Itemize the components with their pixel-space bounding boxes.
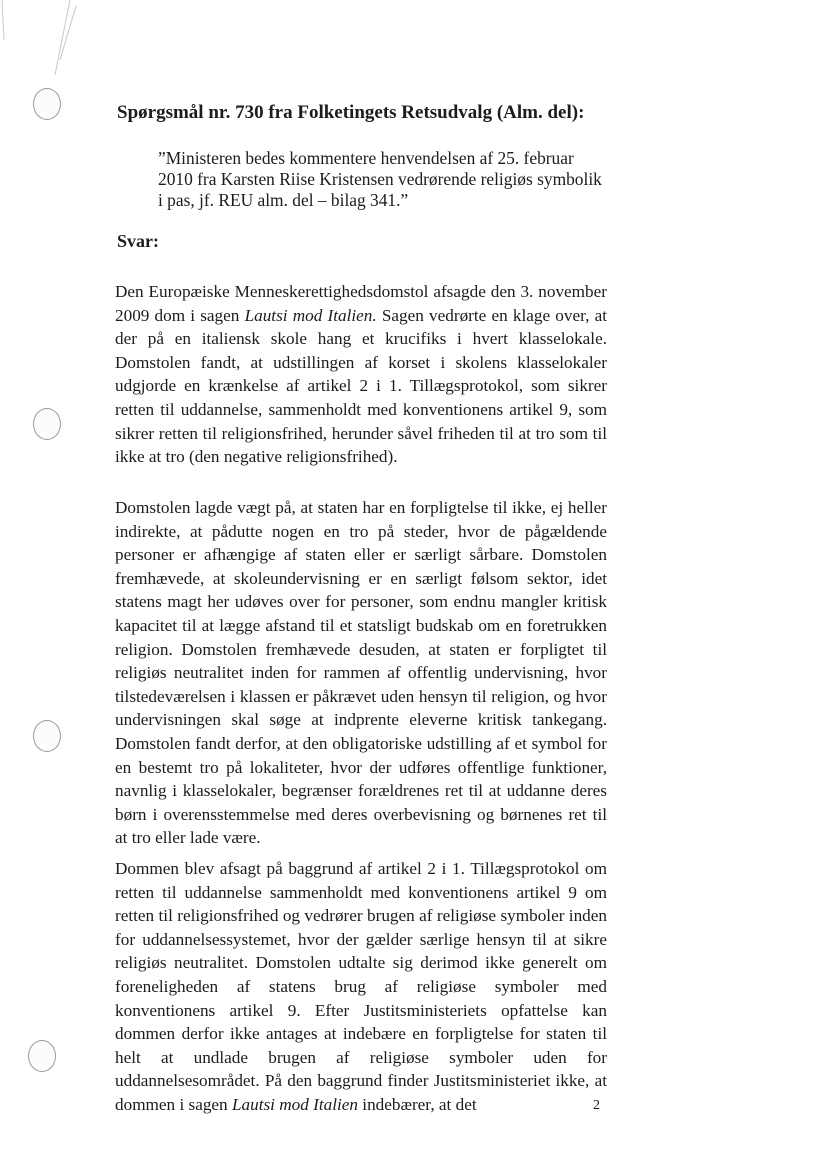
paragraph-3-text: indebærer, at det xyxy=(358,1094,477,1114)
paragraph-1 xyxy=(115,280,607,469)
paragraph-2: Domstolen lagde vægt på, at staten har en forpligtelse til ikke, ej heller indirekte, at pådutte nogen en tro på steder, hvor de pågældende personer er afhængige af staten eller er særligt sårbare. Domstolen fremhævede, at skoleundervisning er en særligt følsom sektor, idet statens magt her udøves over for personer, som endnu mangler kritisk kapacitet til at lægge afstand til et statsligt budskab om en foretrukken religion. Domstolen fremhævede desuden, at staten er forpligtet til religiøs neutralitet inden for rammen af offentlig undervisning, hvor tilstedeværelsen i klassen er påkrævet uden hensyn til religion, og hvor undervisningen skal søge at indprente eleverne kritisk tankegang. Domstolen fandt derfor, at den obligatoriske udstilling af et symbol for en bestemt tro på lokaliteter, hvor der udføres offentlige funktioner, navnlig i klasselokaler, begrænser forældrenes ret til at uddanne deres børn i overensstemmelse med deres overbevisning og børnenes ret til at tro eller lade være. xyxy=(115,498,607,848)
paragraph-1-text: Sagen vedrørte en klage over, at der på en italiensk skole hang et krucifiks i hvert klasselokale. Domstolen fandt, at udstillingen af korset i skolens klasselokaler udgjorde en krænkelse af artikel 2 i 1. Tillægsprotokol, som sikrer retten til uddannelse, sammenholdt med konventionens artikel 9, som sikrer retten til religionsfrihed, herunder såvel friheden til at tro som til ikke at tro (den negative religionsfrihed). xyxy=(115,305,608,467)
paragraph-3-text: Dommen blev afsagt på baggrund af artikel 2 i 1. Tillægsprotokol om retten til uddannelse sammenholdt med konventionens artikel 9 om retten til religionsfrihed og vedrører brugen af religiøse symboler inden for uddannelsessystemet, hvor der gælder særlige hensyn til at sikre religiøs neutralitet. Domstolen udtalte sig derimod ikke generelt om foreneligheden af statens brug af religiøse symboler med konventionens artikel 9. Efter Justitsministeriets opfattelse kan dommen derfor ikke antages at indebære en forpligtelse for staten til helt at undlade brugen af religiøse symboler uden for uddannelsesområdet. På den baggrund finder Justitsministeriet ikke, at dommen i sagen xyxy=(115,859,607,1114)
document-title: Spørgsmål nr. 730 fra Folketingets Retsudvalg (Alm. del): xyxy=(117,102,585,123)
scan-corner-artifact xyxy=(0,0,80,90)
punch-hole xyxy=(33,408,61,440)
page-number: 2 xyxy=(593,1098,600,1113)
punch-hole xyxy=(28,1040,56,1072)
punch-hole xyxy=(33,88,61,120)
case-name: Lautsi mod Italien xyxy=(231,1094,358,1114)
paragraph-1-text: Den Europæiske Menneskerettighedsdomstol afsagde den 3. november 2009 dom i sagen xyxy=(115,282,607,325)
question-quote: ”Ministeren bedes kommentere henvendelsen af 25. februar 2010 fra Karsten Riise Kristensen vedrørende religiøs symbolik i pas, jf. REU alm. del – bilag 341.” xyxy=(158,148,602,210)
case-name: Lautsi mod Italien. xyxy=(244,305,377,325)
punch-hole xyxy=(33,720,61,752)
paragraph-3 xyxy=(115,857,607,1117)
answer-heading: Svar: xyxy=(117,231,159,251)
